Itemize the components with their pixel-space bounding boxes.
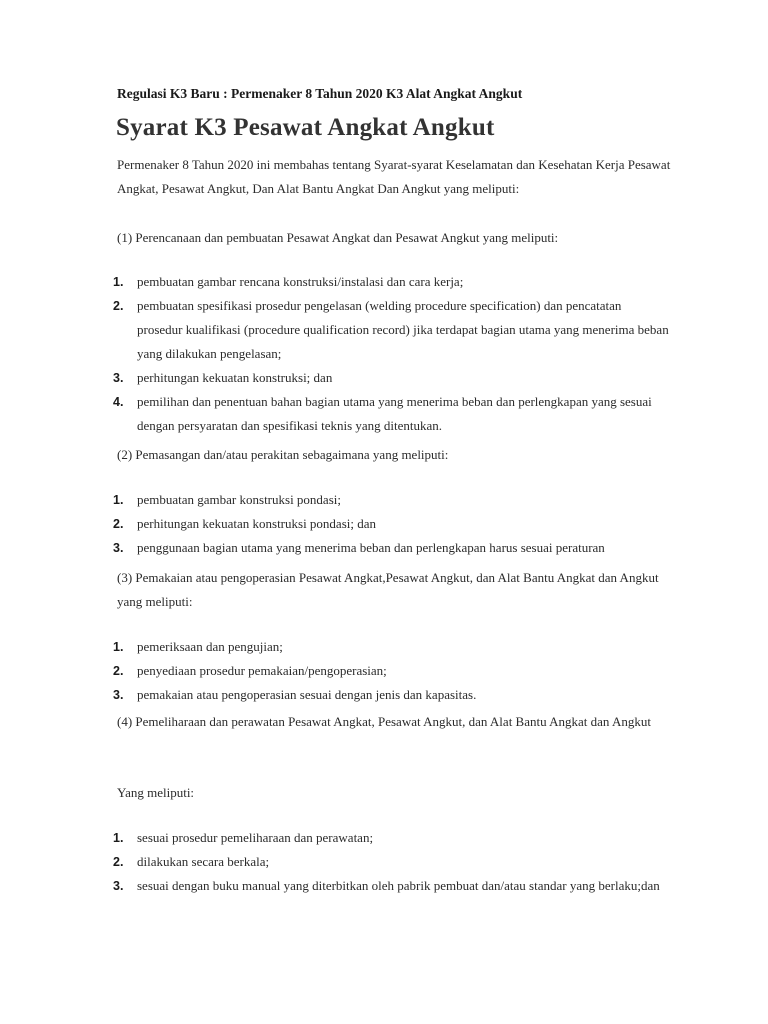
list-number: 2. [113,855,124,869]
list-number: 1. [113,275,124,289]
section-2-heading: (2) Pemasangan dan/atau perakitan sebagaimana yang meliputi: [117,447,449,462]
list-item [110,488,670,512]
list-item [110,270,670,294]
list-item [110,294,670,366]
list-number: 2. [113,664,124,678]
list-item [110,874,670,898]
list-item-text: perhitungan kekuatan konstruksi; dan [137,370,333,385]
list-number: 3. [113,371,124,385]
list-item-text: sesuai dengan buku manual yang diterbitkan oleh pabrik pembuat dan/atau standar yang berlaku;dan [137,878,660,893]
section-3-heading: (3) Pemakaian atau pengoperasian Pesawat Angkat,Pesawat Angkut, dan Alat Bantu Angkat dan Angkut yang meliputi: [117,570,659,609]
list-item-text: dilakukan secara berkala; [137,854,270,869]
page-title: Syarat K3 Pesawat Angkat Angkut [116,114,495,141]
section-1-heading: (1) Perencanaan dan pembuatan Pesawat Angkat dan Pesawat Angkut yang meliputi: [117,230,559,245]
list-item-text: pembuatan gambar rencana konstruksi/instalasi dan cara kerja; [137,274,464,289]
list-number: 3. [113,879,124,893]
list-item [110,512,670,536]
list-item-text: perhitungan kekuatan konstruksi pondasi; dan [137,516,377,531]
list-number: 4. [113,395,124,409]
list-number: 3. [113,688,124,702]
list-item [110,635,670,659]
section-2-list [110,488,670,560]
list-item [110,683,670,707]
list-number: 2. [113,299,124,313]
section-4-list [110,826,670,898]
list-item [110,390,670,438]
list-number: 1. [113,831,124,845]
list-item-text: sesuai prosedur pemeliharaan dan perawatan; [137,830,374,845]
list-number: 1. [113,493,124,507]
list-item-text: penggunaan bagian utama yang menerima beban dan perlengkapan harus sesuai peraturan [137,540,605,555]
section-3-list [110,635,670,707]
section-1-list [110,270,670,438]
list-item-text: penyediaan prosedur pemakaian/pengoperasian; [137,663,387,678]
list-item-text: pembuatan spesifikasi prosedur pengelasan (welding procedure specification) dan pencatatan prosedur kualifikasi (procedure qualification record) jika terdapat bagian utama yang menerima beban yang dilakukan pengelasan; [137,298,669,361]
list-item [110,536,670,560]
list-number: 3. [113,541,124,555]
list-number: 1. [113,640,124,654]
list-item [110,366,670,390]
section-4-heading: (4) Pemeliharaan dan perawatan Pesawat Angkat, Pesawat Angkut, dan Alat Bantu Angkat dan Angkut [117,714,651,729]
intro-paragraph: Permenaker 8 Tahun 2020 ini membahas tentang Syarat-syarat Keselamatan dan Kesehatan Kerja Pesawat Angkat, Pesawat Angkut, Dan Alat Bantu Angkat Dan Angkut yang meliputi: [117,157,671,196]
article-kicker: Regulasi K3 Baru : Permenaker 8 Tahun 2020 K3 Alat Angkat Angkut [117,86,523,101]
list-item-text: pemeriksaan dan pengujian; [137,639,283,654]
list-item-text: pemilihan dan penentuan bahan bagian utama yang menerima beban dan perlengkapan yang sesuai dengan persyaratan dan spesifikasi teknis yang ditentukan. [137,394,652,433]
list-item [110,826,670,850]
list-item-text: pembuatan gambar konstruksi pondasi; [137,492,341,507]
section-4-subheading: Yang meliputi: [117,785,195,800]
list-item [110,659,670,683]
list-number: 2. [113,517,124,531]
list-item-text: pemakaian atau pengoperasian sesuai dengan jenis dan kapasitas. [137,687,477,702]
list-item [110,850,670,874]
